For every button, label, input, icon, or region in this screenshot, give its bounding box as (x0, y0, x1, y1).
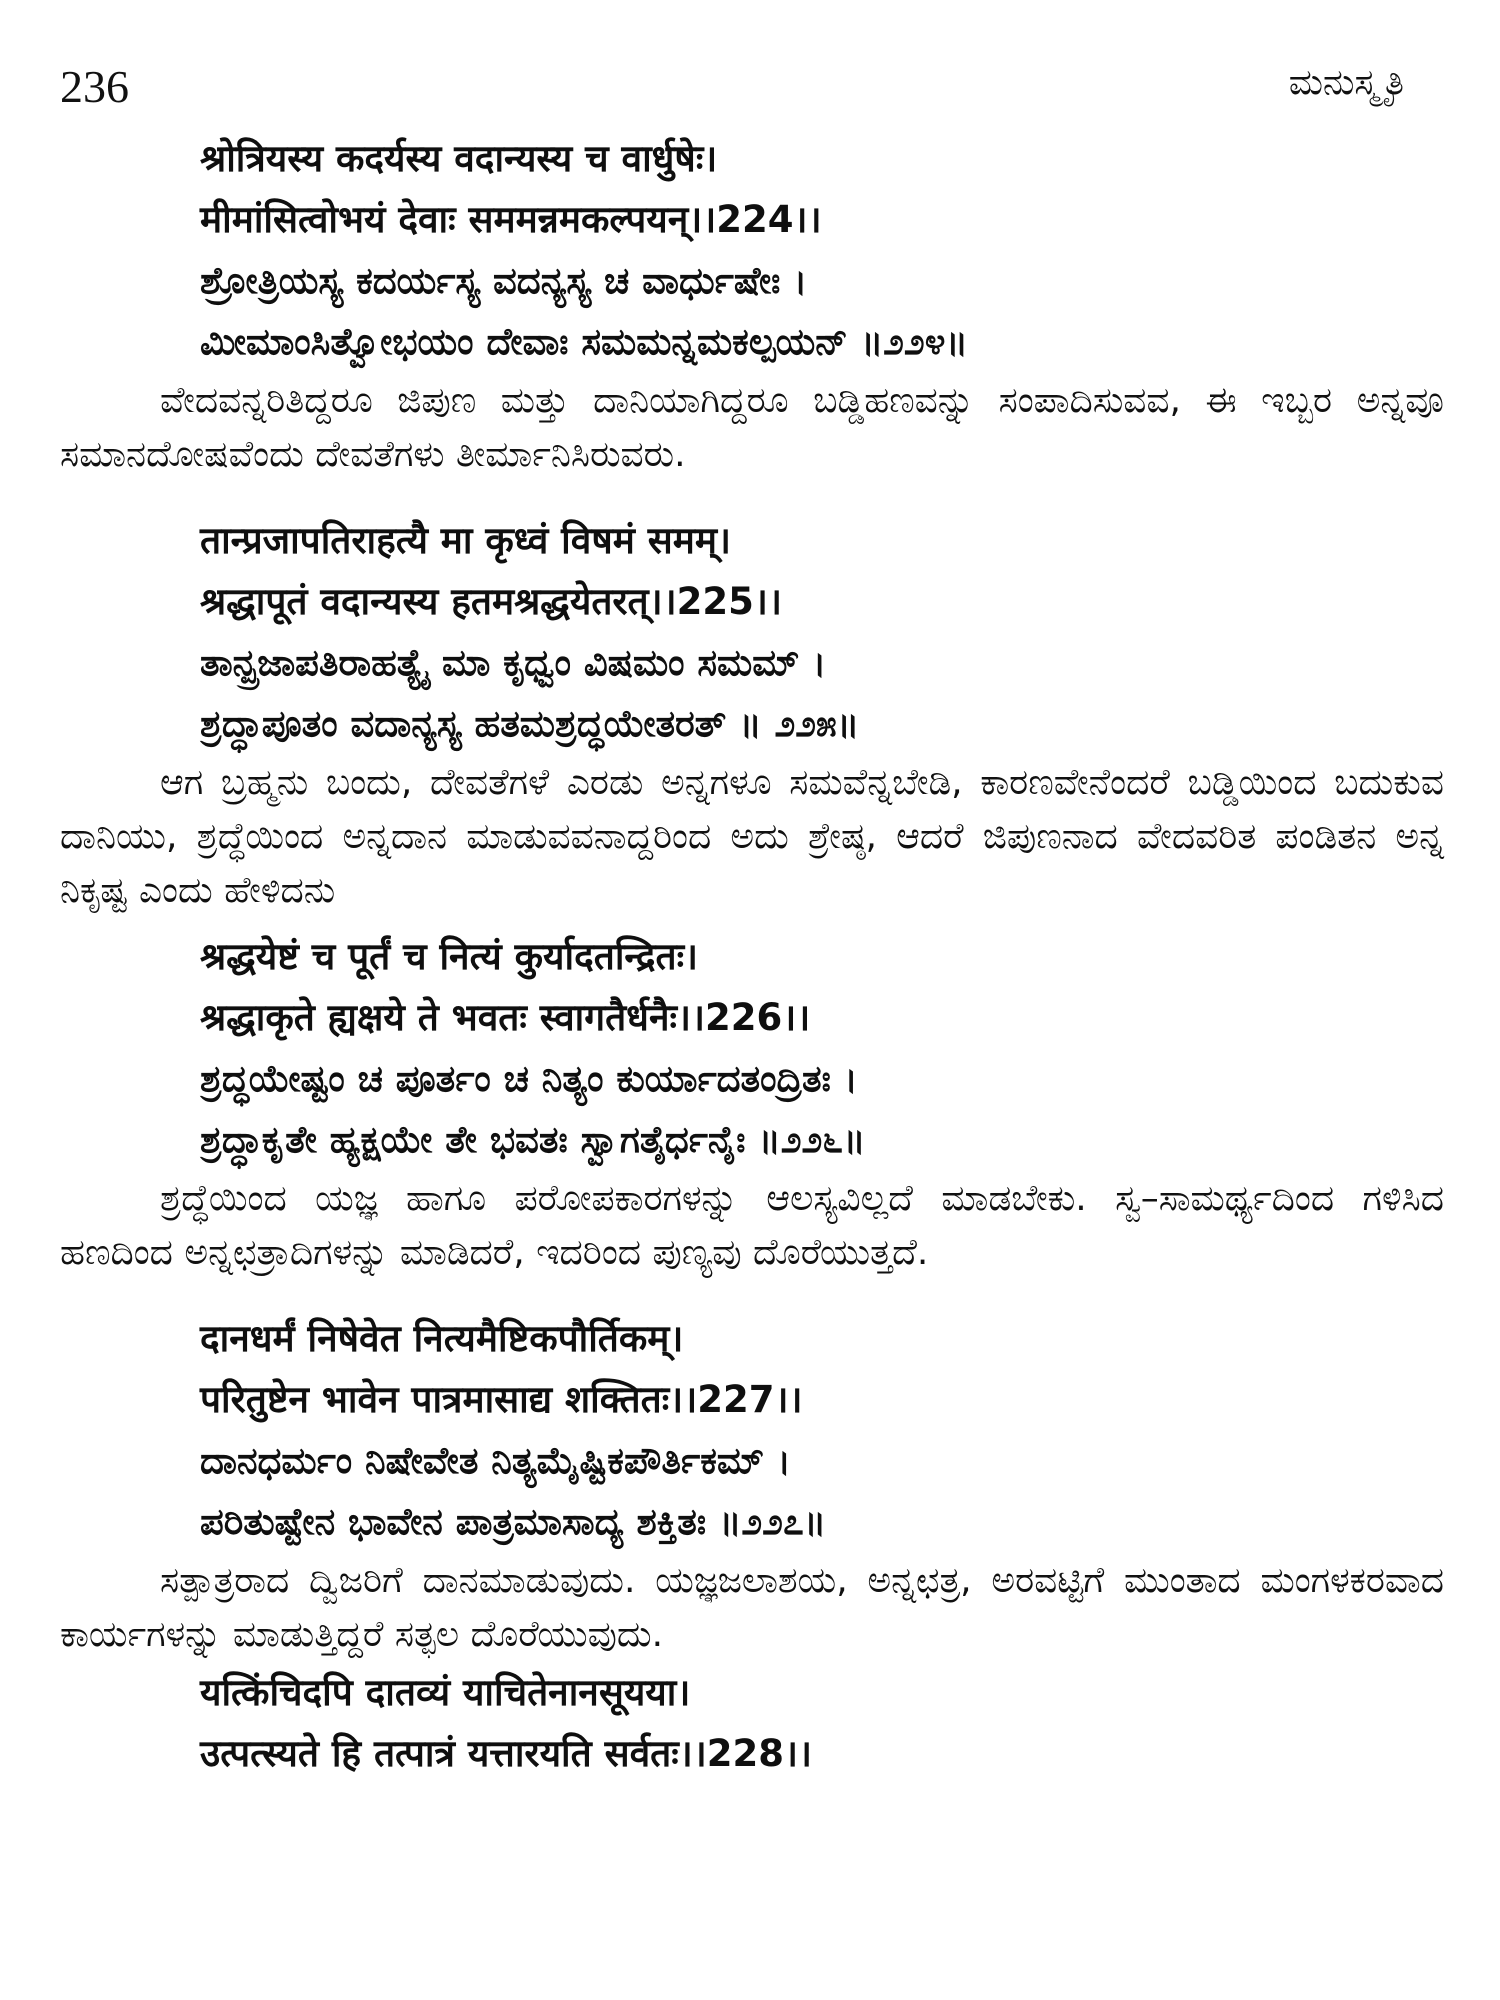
verse-translation: ಶ್ರದ್ಧೆಯಿಂದ ಯಜ್ಞ ಹಾಗೂ ಪರೋಪಕಾರಗಳನ್ನು ಆಲಸ್ಯವಿಲ್ಲದೆ ಮಾಡಬೇಕು. ಸ್ವ–ಸಾಮರ್ಥ್ಯದಿಂದ ಗಳಿಸಿದ ಹಣದಿಂದ ಅನ್ನಛತ್ರಾದಿಗಳನ್ನು ಮಾಡಿದರೆ, ಇದರಿಂದ ಪುಣ್ಯವು ದೊರೆಯುತ್ತದೆ. (60, 1178, 1444, 1273)
sanskrit-line: दानधर्मं निषेवेत नित्यमैष्टिकपौर्तिकम्। (200, 1317, 684, 1360)
sanskrit-line: श्रोत्रियस्य कदर्यस्य वदान्यस्य च वार्धुषेः। (200, 137, 718, 180)
verse-translation: ಆಗ ಬ್ರಹ್ಮನು ಬಂದು, ದೇವತೆಗಳೆ ಎರಡು ಅನ್ನಗಳೂ ಸಮವೆನ್ನಬೇಡಿ, ಕಾರಣವೇನೆಂದರೆ ಬಡ್ಡಿಯಿಂದ ಬದುಕುವ ದಾನಿಯು, ಶ್ರದ್ಧೆಯಿಂದ ಅನ್ನದಾನ ಮಾಡುವವನಾದ್ದರಿಂದ ಅದು ಶ್ರೇಷ್ಠ, ಆದರೆ ಜಿಪುಣನಾದ ವೇದವರಿತ ಪಂಡಿತನ ಅನ್ನ ನಿಕೃಷ್ಟ ಎಂದು ಹೇಳಿದನು (60, 762, 1444, 911)
page-number: 236 (60, 61, 129, 112)
page-header (60, 50, 1444, 128)
sanskrit-line: तान्प्रजापतिराहत्यै मा कृध्वं विषमं समम्। (200, 519, 732, 562)
kannada-transliteration-line: ಶ್ರದ್ಧಾಕೃತೇ ಹ್ಯಕ್ಷಯೇ ತೇ ಭವತಃ ಸ್ವಾಗತೈರ್ಧನೈಃ ॥೨೨೬॥ (200, 1118, 866, 1161)
running-title: ಮನುಸ್ಮೃತಿ (1288, 62, 1404, 103)
verse-224 (60, 128, 1444, 372)
kannada-transliteration-line: ಮೀಮಾಂಸಿತ್ವೋಭಯಂ ದೇವಾಃ ಸಮಮನ್ನಮಕಲ್ಪಯನ್ ॥೨೨೪॥ (200, 320, 969, 363)
verse-translation: ಸತ್ಪಾತ್ರರಾದ ದ್ವಿಜರಿಗೆ ದಾನಮಾಡುವುದು. ಯಜ್ಞಜಲಾಶಯ, ಅನ್ನಛತ್ರ, ಅರವಟ್ಟಿಗೆ ಮುಂತಾದ ಮಂಗಳಕರವಾದ ಕಾರ್ಯಗಳನ್ನು ಮಾಡುತ್ತಿದ್ದರೆ ಸತ್ಫಲ ದೊರೆಯುವುದು. (60, 1560, 1444, 1655)
kannada-transliteration-line: ದಾನಧರ್ಮಂ ನಿಷೇವೇತ ನಿತ್ಯಮೈಷ್ಟಿಕಪೌರ್ತಿಕಮ್ । (200, 1439, 791, 1482)
verse-226 (60, 926, 1444, 1170)
sanskrit-line: परितुष्टेन भावेन पात्रमासाद्य शक्तितः।।227।। (200, 1378, 803, 1421)
kannada-transliteration-line: ಶ್ರದ್ಧಾಪೂತಂ ವದಾನ್ಯಸ್ಯ ಹತಮಶ್ರದ್ಧಯೇತರತ್ ॥ ೨೨೫॥ (200, 702, 860, 745)
verse-225 (60, 510, 1444, 754)
sanskrit-line: यत्किंचिदपि दातव्यं याचितेनानसूयया। (200, 1671, 691, 1714)
kannada-transliteration-line: ಶ್ರೋತ್ರಿಯಸ್ಯ ಕದರ್ಯಸ್ಯ ವದನ್ಯಸ್ಯ ಚ ವಾರ್ಧುಷೇಃ । (200, 259, 808, 302)
sanskrit-line: श्रद्धाकृते ह्यक्षये ते भवतः स्वागतैर्धनैः।।226।। (200, 996, 811, 1039)
kannada-transliteration-line: ಪರಿತುಷ್ಟೇನ ಭಾವೇನ ಪಾತ್ರಮಾಸಾದ್ಯ ಶಕ್ತಿತಃ ॥೨೨೭॥ (200, 1500, 827, 1543)
sanskrit-line: उत्पत्स्यते हि तत्पात्रं यत्तारयति सर्वतः।।228।। (200, 1732, 813, 1775)
kannada-transliteration-line: ತಾನ್ಪ್ರಜಾಪತಿರಾಹತ್ಯೈ ಮಾ ಕೃಧ್ವಂ ವಿಷಮಂ ಸಮಮ್ । (200, 641, 827, 684)
verse-translation: ವೇದವನ್ನರಿತಿದ್ದರೂ ಜಿಪುಣ ಮತ್ತು ದಾನಿಯಾಗಿದ್ದರೂ ಬಡ್ಡಿಹಣವನ್ನು ಸಂಪಾದಿಸುವವ, ಈ ಇಬ್ಬರ ಅನ್ನವೂ ಸಮಾನದೋಷವೆಂದು ದೇವತೆಗಳು ತೀರ್ಮಾನಿಸಿರುವರು. (60, 380, 1444, 475)
sanskrit-line: श्रद्धयेष्टं च पूर्तं च नित्यं कुर्यादतन्द्रितः। (200, 935, 699, 978)
kannada-transliteration-line: ಶ್ರದ್ಧಯೇಷ್ಟಂ ಚ ಪೂರ್ತಂ ಚ ನಿತ್ಯಂ ಕುರ್ಯಾದತಂದ್ರಿತಃ । (200, 1057, 858, 1100)
sanskrit-line: मीमांसित्वोभयं देवाः सममन्नमकल्पयन्।।224।। (200, 198, 822, 241)
sanskrit-line: श्रद्धापूतं वदान्यस्य हतमश्रद्धयेतरत्।।225।। (200, 580, 782, 623)
verse-228 (60, 1662, 1444, 1784)
verse-227 (60, 1308, 1444, 1552)
